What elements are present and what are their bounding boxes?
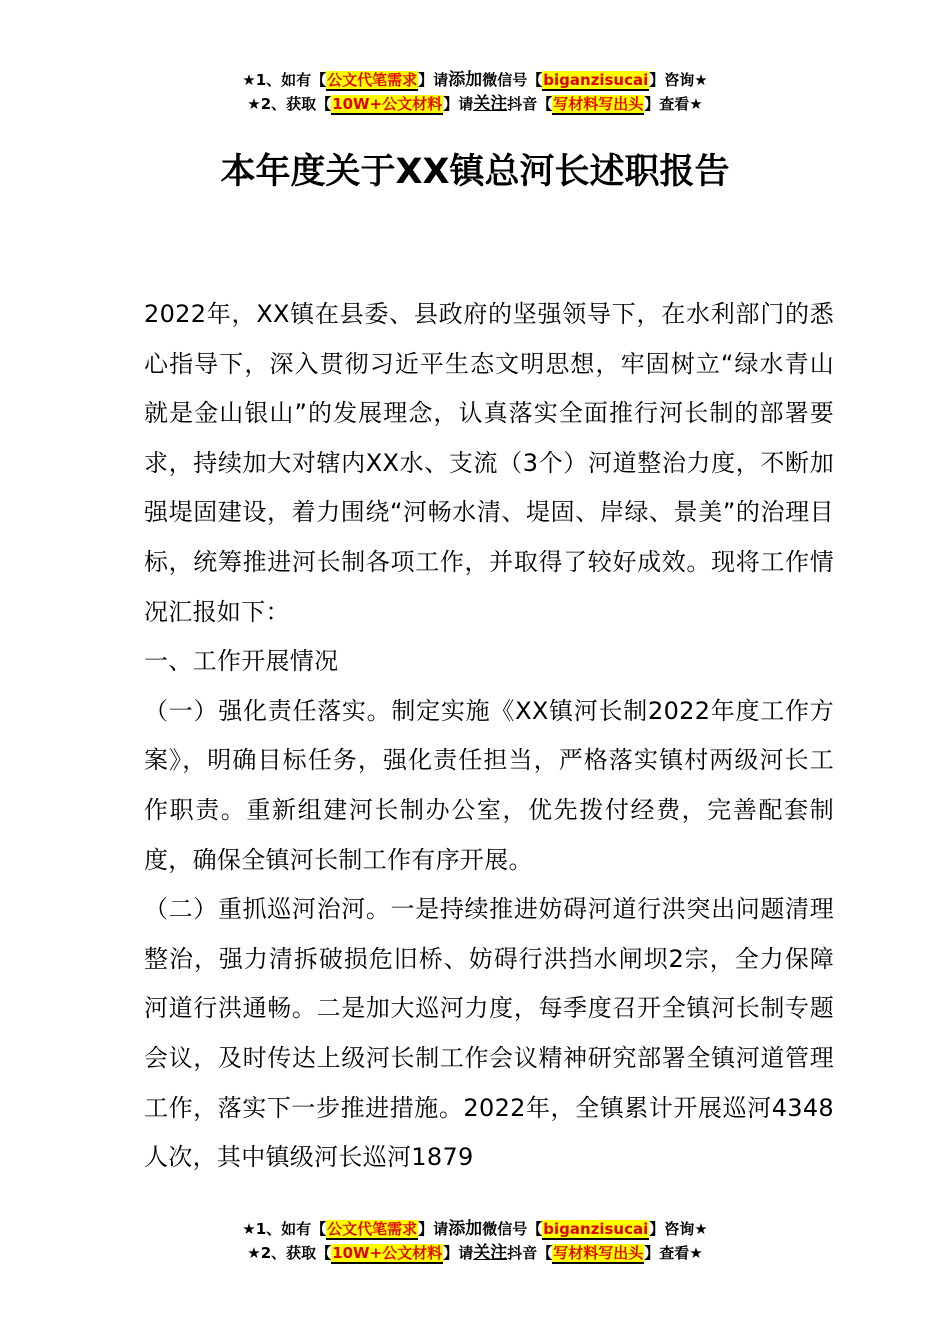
banner-line-2 — [0, 1241, 950, 1265]
banner-text: 】请 — [418, 1220, 449, 1238]
highlight-text: 10W+公文材料 — [332, 95, 443, 113]
banner-text: 抖音【 — [507, 95, 553, 113]
banner-line-2 — [0, 92, 950, 116]
document-body — [144, 290, 834, 1183]
paragraph-river-patrol: （二）重抓巡河治河。一是持续推进妨碍河道行洪突出问题清理整治，强力清拆破损危旧桥、妨碍行洪挡水闸坝2宗，全力保障河道行洪通畅。二是加大巡河力度，每季度召开全镇河长制专题会议，及时传达上级河长制工作会议精神研究部署全镇河道管理工作，落实下一步推进措施。2022年，全镇累计开展巡河4348人次，其中镇级河长巡河1879 — [144, 895, 834, 1172]
banner-line-1 — [0, 68, 950, 92]
section-heading: 一、工作开展情况 — [144, 647, 339, 676]
banner-text: ★2、获取【 — [247, 1244, 332, 1262]
banner-text: 抖音【 — [507, 1244, 553, 1262]
highlight-text: 公文代笔需求 — [327, 71, 418, 89]
banner-text: 】咨询★ — [649, 71, 708, 89]
highlight-text: 10W+公文材料 — [332, 1244, 443, 1262]
bottom-banner — [0, 1217, 950, 1265]
banner-text: 】咨询★ — [649, 1220, 708, 1238]
highlight-text: biganzisucai — [543, 1220, 649, 1238]
emphasis-text: 添加 — [448, 70, 483, 90]
top-banner — [0, 68, 950, 116]
document-title: 本年度关于XX镇总河长述职报告 — [220, 152, 730, 192]
highlight-text: 写材料写出头 — [553, 95, 644, 113]
banner-text: ★2、获取【 — [247, 95, 332, 113]
underlined-text: 关注 — [473, 94, 508, 114]
highlight-text: 公文代笔需求 — [327, 1220, 418, 1238]
highlight-text: 写材料写出头 — [553, 1244, 644, 1262]
paragraph-responsibility: （一）强化责任落实。制定实施《XX镇河长制2022年度工作方案》，明确目标任务，强化责任担当，严格落实镇村两级河长工作职责。重新组建河长制办公室，优先拨付经费，完善配套制度，确保全镇河长制工作有序开展。 — [144, 696, 834, 874]
highlight-text: biganzisucai — [543, 71, 649, 89]
paragraph-intro: 2022年，XX镇在县委、县政府的坚强领导下，在水利部门的悉心指导下，深入贯彻习近平生态文明思想，牢固树立“绿水青山就是金山银山”的发展理念，认真落实全面推行河长制的部署要求，持续加大对辖内XX水、支流（3个）河道整治力度，不断加强堤固建设，着力围绕“河畅水清、堤固、岸绿、景美”的治理目标，统筹推进河长制各项工作，并取得了较好成效。现将工作情况汇报如下： — [144, 300, 834, 626]
banner-text: 】请 — [443, 1244, 474, 1262]
banner-text: 微信号【 — [482, 71, 543, 89]
banner-line-1 — [0, 1217, 950, 1241]
underlined-text: 关注 — [473, 1243, 508, 1263]
banner-text: 】请 — [418, 71, 449, 89]
banner-text: 】查看★ — [644, 95, 703, 113]
banner-text: ★1、如有【 — [242, 71, 327, 89]
emphasis-text: 添加 — [448, 1219, 483, 1239]
banner-text: 微信号【 — [482, 1220, 543, 1238]
banner-text: 】查看★ — [644, 1244, 703, 1262]
banner-text: ★1、如有【 — [242, 1220, 327, 1238]
banner-text: 】请 — [443, 95, 474, 113]
